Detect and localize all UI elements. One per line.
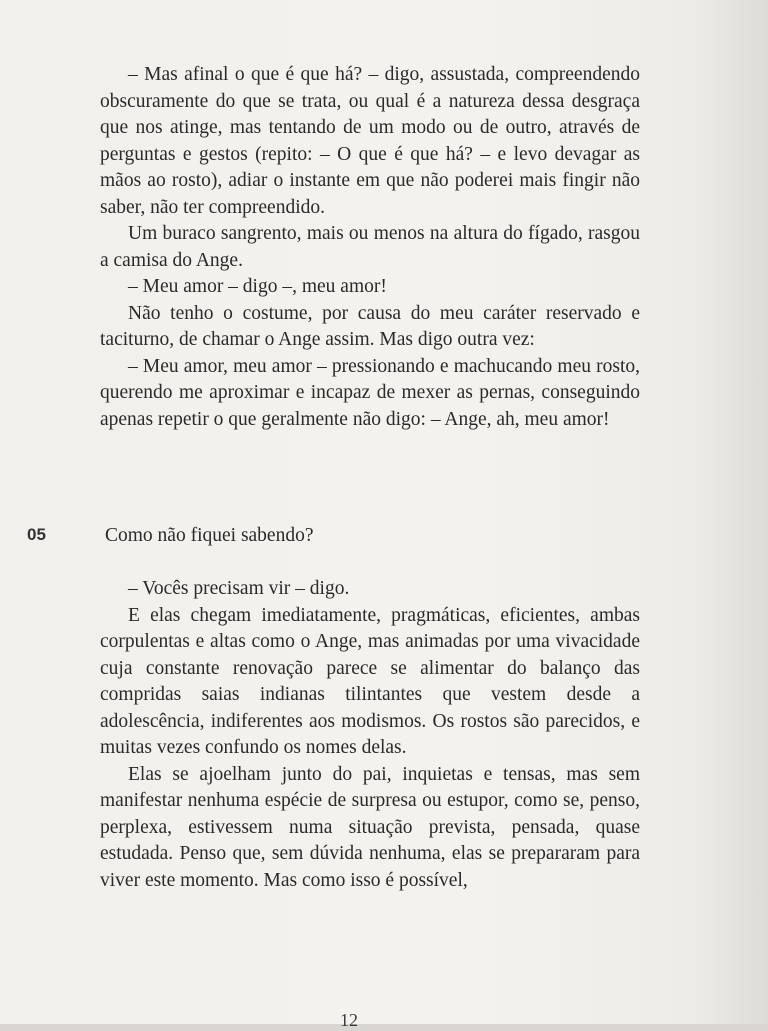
text-block-bottom [100,576,640,894]
paragraph: Um buraco sangrento, mais ou menos na altura do fígado, rasgou a camisa do Ange. [100,223,640,271]
paragraph: E elas chegam imediatamente, pragmáticas, eficientes, ambas corpulentas e altas como o Ange, mas animadas por uma vivacidade cuja constante renovação parece se alimentar do balanço das compridas saias indianas tilintantes que vestem desde a adolescência, indiferentes aos modismos. Os rostos são parecidos, e muitas vezes confundo os nomes delas. [100,604,640,758]
paragraph: – Meu amor – digo –, meu amor! [128,276,387,297]
paragraph: – Meu amor, meu amor – pressionando e machucando meu rosto, querendo me aproximar e incapaz de mexer as pernas, conseguindo apenas repetir o que geralmente não digo: – Ange, ah, meu amor! [100,355,640,430]
paragraph: – Mas afinal o que é que há? – digo, assustada, compreendendo obscuramente do que se trata, ou qual é a natureza dessa desgraça que nos atinge, mas tentando de um modo ou de outro, através de perguntas e gestos (repito: – O que é que há? – e levo devagar as mãos ao rosto), adiar o instante em que não poderei mais fingir não saber, não ter compreendido. [100,64,640,218]
paragraph: Não tenho o costume, por causa do meu caráter reservado e taciturno, de chamar o Ange assim. Mas digo outra vez: [100,302,640,350]
text-block-top [100,62,640,433]
paragraph: – Vocês precisam vir – digo. [128,578,350,599]
paragraph: Elas se ajoelham junto do pai, inquietas e tensas, mas sem manifestar nenhuma espécie de surpresa ou estupor, como se, penso, perplexa, estivessem numa situação prevista, pensada, quase estudada. Penso que, sem dúvida nenhuma, elas se prepararam para viver este momento. Mas como isso é possível, [100,763,640,891]
section-heading: Como não fiquei sabendo? [105,525,314,546]
section-number: 05 [27,525,46,544]
page-number: 12 [340,1010,358,1030]
